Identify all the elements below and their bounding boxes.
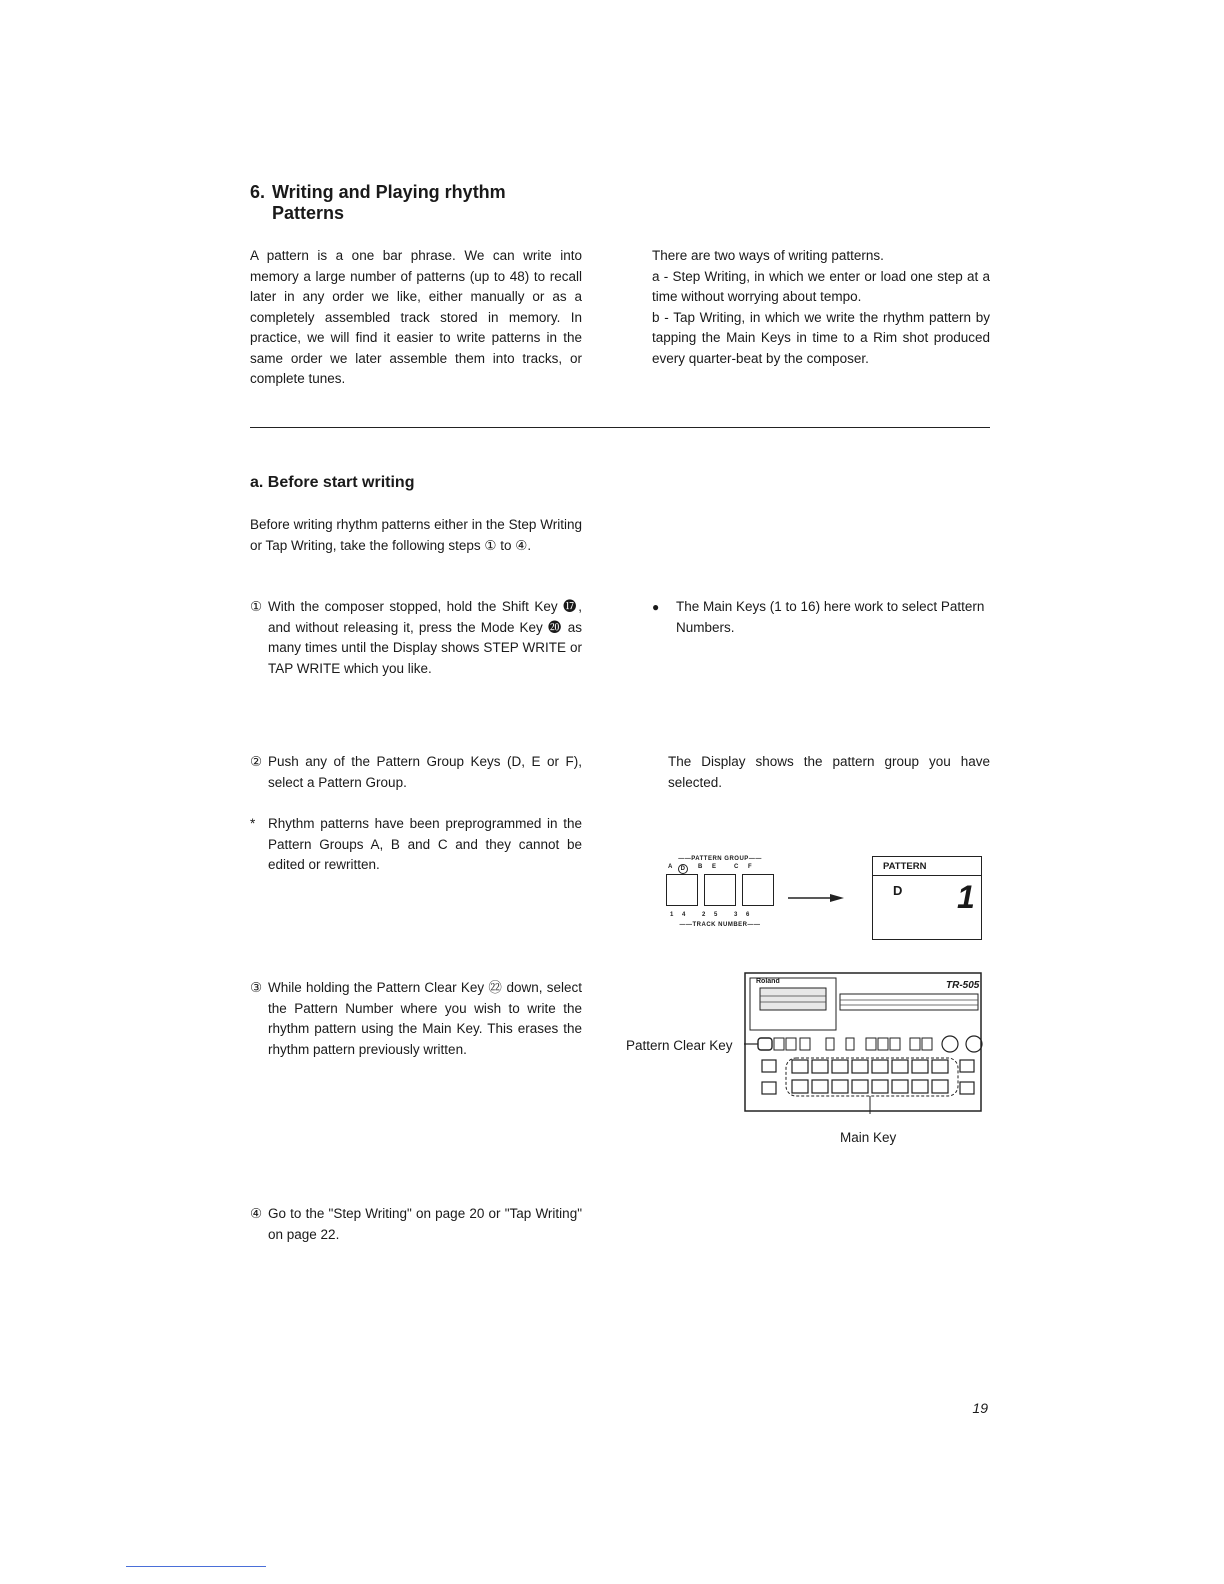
device-model: TR-505 <box>946 980 980 991</box>
display-panel <box>872 856 982 940</box>
step-2-marker: ② <box>250 754 263 769</box>
writing-methods <box>652 246 990 369</box>
note-main-keys-text: The Main Keys (1 to 16) here work to select Pattern Numbers. <box>676 599 985 635</box>
step-3-marker: ③ <box>250 980 263 995</box>
step-1 <box>250 597 582 679</box>
group-top-labels: A D B E C F <box>668 864 753 872</box>
display-digit: 1 <box>957 879 975 915</box>
section-title-line2: Patterns <box>272 203 345 223</box>
step-4-text: Go to the "Step Writing" on page 20 or "Tap Writing" on page 22. <box>268 1206 582 1242</box>
callout-pattern-clear-key: Pattern Clear Key <box>626 1038 733 1053</box>
display-header: PATTERN <box>873 857 981 876</box>
method-step-writing: a - Step Writing, in which we enter or load one step at a time without worrying about tempo. <box>652 268 990 304</box>
group-key-d[interactable] <box>666 874 698 906</box>
intro-paragraph: A pattern is a one bar phrase. We can write into memory a large number of patterns (up to 48) to recall later in any order we like, either manually or as a completely assembled track stored in memory. In practice, we will find it easier to write patterns in the same order we later assemble them into tracks, or complete tunes. <box>250 248 582 386</box>
section-divider <box>250 427 990 428</box>
note-main-keys <box>652 597 990 638</box>
step-3-text: While holding the Pattern Clear Key ㉒ down, select the Pattern Number where you wish to write the rhythm pattern using the Main Key. This erases the rhythm pattern previously written. <box>268 980 582 1057</box>
step-4-marker: ④ <box>250 1206 263 1221</box>
step-2 <box>250 752 582 793</box>
writing-methods-lead: There are two ways of writing patterns. <box>652 248 884 263</box>
display-letter: D <box>893 883 903 898</box>
pattern-group-label: ——PATTERN GROUP—— <box>678 856 762 862</box>
asterisk-marker: * <box>250 816 256 831</box>
page-number: 19 <box>972 1400 988 1416</box>
group-bottom-labels: 1 4 2 5 3 6 <box>670 912 750 918</box>
pattern-group-figure <box>664 856 984 940</box>
footer-line <box>126 1566 266 1567</box>
step-1-marker: ① <box>250 599 263 614</box>
device-drawing <box>744 972 984 1114</box>
callout-main-key: Main Key <box>840 1130 897 1145</box>
bullet-dot: ● <box>652 600 660 614</box>
subsection-intro: Before writing rhythm patterns either in the Step Writing or Tap Writing, take the following steps ① to ④. <box>250 517 582 553</box>
note-display-group: The Display shows the pattern group you have selected. <box>668 754 990 790</box>
step-4 <box>250 1204 582 1245</box>
group-key-f[interactable] <box>742 874 774 906</box>
step-1-text: With the composer stopped, hold the Shift Key ⓱, and without releasing it, press the Mode Key ⓴ as many times until the Display shows STEP WRITE or TAP WRITE which you like. <box>268 599 582 676</box>
method-tap-writing: b - Tap Writing, in which we write the rhythm pattern by tapping the Main Keys in time to a Rim shot produced every quarter-beat by the composer. <box>652 309 990 366</box>
device-brand-label: Roland <box>756 978 780 985</box>
section-title <box>250 182 630 224</box>
subsection-heading: a. Before start writing <box>250 474 415 491</box>
asterisk-note <box>250 814 582 876</box>
section-number: 6. <box>250 182 266 202</box>
arrow-right-icon <box>788 892 844 904</box>
asterisk-text: Rhythm patterns have been preprogrammed in the Pattern Groups A, B and C and they cannot be edited or rewritten. <box>268 816 582 872</box>
step-3 <box>250 978 582 1060</box>
track-number-label: ——TRACK NUMBER—— <box>679 922 761 928</box>
step-2-text: Push any of the Pattern Group Keys (D, E or F), select a Pattern Group. <box>268 754 582 790</box>
device-figure <box>626 972 986 1152</box>
group-key-e[interactable] <box>704 874 736 906</box>
section-title-line1: Writing and Playing rhythm <box>272 182 506 202</box>
